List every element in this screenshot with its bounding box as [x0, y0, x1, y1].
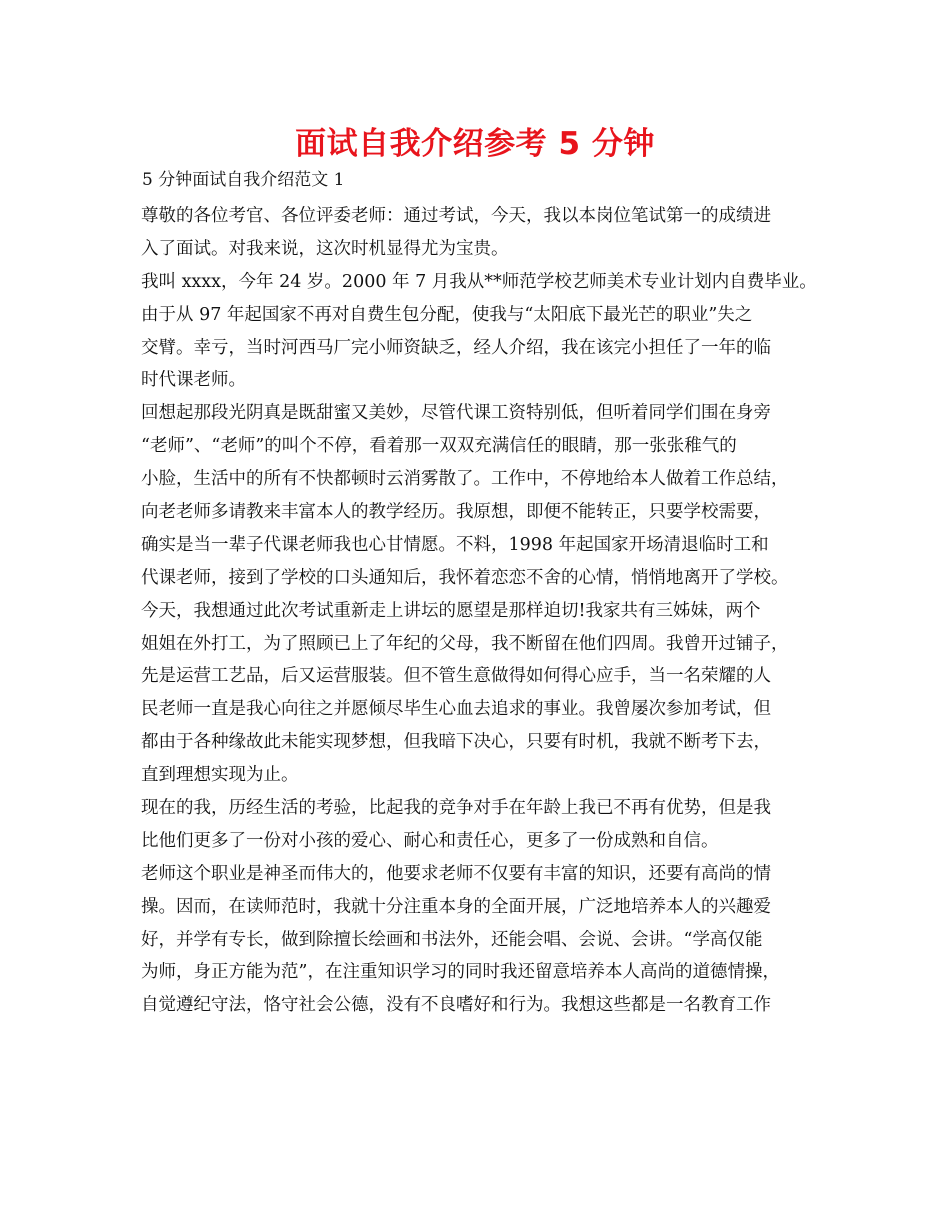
document-body — [141, 200, 841, 1022]
text-line: 姐姐在外打工，为了照顾已上了年纪的父母，我不断留在他们四周。我曾开过铺子， — [141, 633, 789, 654]
document-title: 面试自我介绍参考 5 分钟 — [295, 126, 655, 162]
text-line: 尊敬的各位考官、各位评委老师：通过考试，今天，我以本岗位笔试第一的成绩进 — [141, 206, 771, 226]
text-line: 自觉遵纪守法，恪守社会公德，没有不良嗜好和行为。我想这些都是一名教育工作 — [141, 995, 771, 1016]
text-line: 回想起那段光阴真是既甜蜜又美妙，尽管代课工资特别低，但听着同学们围在身旁 — [141, 403, 771, 424]
text-line: 小脸，生活中的所有不快都顿时云消雾散了。工作中，不停地给本人做着工作总结， — [141, 469, 789, 490]
text-line: 现在的我，历经生活的考验，比起我的竞争对手在年龄上我已不再有优势，但是我 — [141, 798, 771, 819]
text-line: 我叫 xxxx，今年 24 岁。2000 年 7 月我从**师范学校艺师美术专业计划内自费毕业。 — [141, 271, 817, 292]
text-line: 先是运营工艺品，后又运营服装。但不管生意做得如何得心应手，当一名荣耀的人 — [141, 666, 771, 687]
text-line: 交臂。幸亏，当时河西马厂完小师资缺乏，经人介绍，我在该完小担任了一年的临 — [141, 337, 771, 358]
text-line: 老师这个职业是神圣而伟大的，他要求老师不仅要有丰富的知识，还要有高尚的情 — [141, 863, 771, 884]
text-line: 入了面试。对我来说，这次时机显得尤为宝贵。 — [141, 238, 509, 259]
text-line: “老师”、“老师”的叫个不停，看着那一双双充满信任的眼睛，那一张张稚气的 — [141, 436, 737, 457]
text-line: 直到理想实现为止。 — [141, 765, 299, 786]
text-line: 确实是当一辈子代课老师我也心甘情愿。不料，1998 年起国家开场清退临时工和 — [141, 534, 769, 555]
text-line: 时代课老师。 — [141, 370, 246, 391]
text-line: 好，并学有专长，做到除擅长绘画和书法外，还能会唱、会说、会讲。“学高仅能 — [141, 929, 763, 950]
document-subtitle: 5 分钟面试自我介绍范文 1 — [142, 170, 345, 190]
text-line: 民老师一直是我心向往之并愿倾尽毕生心血去追求的事业。我曾屡次参加考试，但 — [141, 699, 771, 720]
text-line: 今天，我想通过此次考试重新走上讲坛的愿望是那样迫切!我家共有三姊妹，两个 — [141, 600, 761, 621]
text-line: 都由于各种缘故此未能实现梦想，但我暗下决心，只要有时机，我就不断考下去， — [141, 732, 771, 753]
text-line: 由于从 97 年起国家不再对自费生包分配，使我与“太阳底下最光芒的职业”失之 — [141, 304, 753, 325]
text-line: 代课老师，接到了学校的口头通知后，我怀着恋恋不舍的心情，悄悄地离开了学校。 — [141, 567, 789, 588]
text-line: 操。因而，在读师范时，我就十分注重本身的全面开展，广泛地培养本人的兴趣爱 — [141, 896, 771, 917]
text-line: 为师，身正方能为范”，在注重知识学习的同时我还留意培养本人高尚的道德情操， — [141, 962, 780, 983]
text-line: 向老老师多请教来丰富本人的教学经历。我原想，即便不能转正，只要学校需要， — [141, 502, 771, 523]
text-line: 比他们更多了一份对小孩的爱心、耐心和责任心，更多了一份成熟和自信。 — [141, 830, 719, 851]
